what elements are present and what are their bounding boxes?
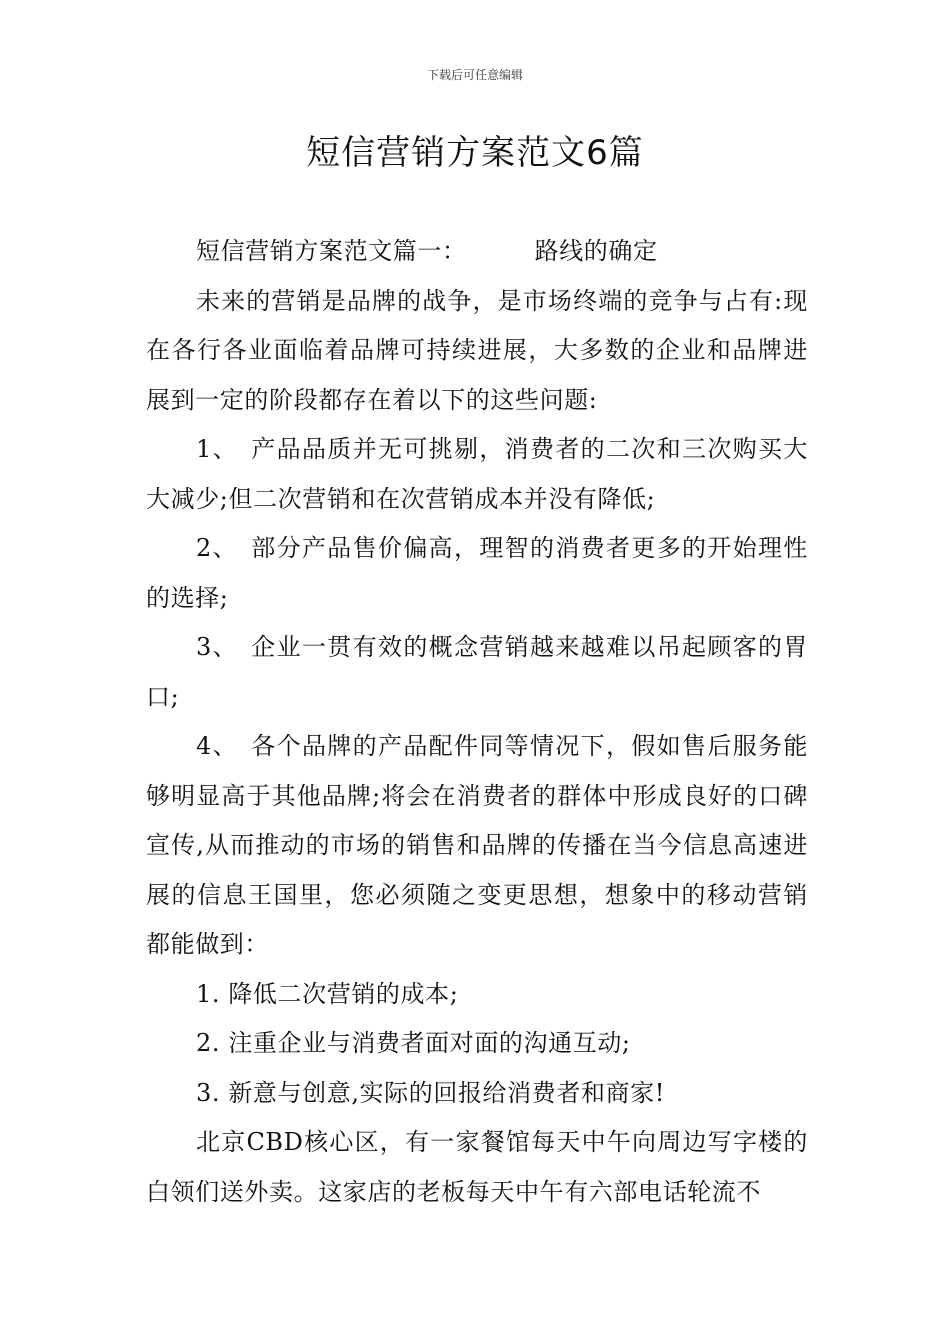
section-heading <box>146 227 808 277</box>
paragraph-problem-4: 4、 各个品牌的产品配件同等情况下，假如售后服务能够明显高于其他品牌;将会在消费者的群体中形成良好的口碑宣传,从而推动的市场的销售和品牌的传播在当今信息高速进展的信息王国里，您必须随之变更思想，想象中的移动营销都能做到： <box>146 732 808 958</box>
section-heading-subtitle: 路线的确定 <box>534 237 658 265</box>
paragraph-benefit-3: 3. 新意与创意,实际的回报给消费者和商家! <box>196 1078 665 1107</box>
paragraph-benefit-1: 1. 降低二次营销的成本; <box>196 979 459 1008</box>
paragraph-problem-2: 2、 部分产品售价偏高，理智的消费者更多的开始理性的选择; <box>146 534 808 612</box>
section-heading-label: 短信营销方案范文篇一： <box>196 237 467 265</box>
paragraph-case-study: 北京CBD核心区，有一家餐馆每天中午向周边写字楼的白领们送外卖。这家店的老板每天中午有六部电话轮流不 <box>146 1128 808 1206</box>
document-title: 短信营销方案范文6篇 <box>306 133 644 173</box>
paragraph-benefit-2: 2. 注重企业与消费者面对面的沟通互动; <box>196 1029 631 1057</box>
document-body <box>146 227 808 1217</box>
paragraph-problem-1: 1、 产品品质并无可挑剔，消费者的二次和三次购买大大减少;但二次营销和在次营销成本并没有降低; <box>146 435 808 513</box>
header-note: 下载后可任意编辑 <box>426 68 523 82</box>
paragraph-problem-3: 3、 企业一贯有效的概念营销越来越难以吊起顾客的胃口; <box>146 633 808 711</box>
paragraph-intro: 未来的营销是品牌的战争，是市场终端的竞争与占有:现在各行各业面临着品牌可持续进展，大多数的企业和品牌进展到一定的阶段都存在着以下的这些问题: <box>146 286 808 414</box>
